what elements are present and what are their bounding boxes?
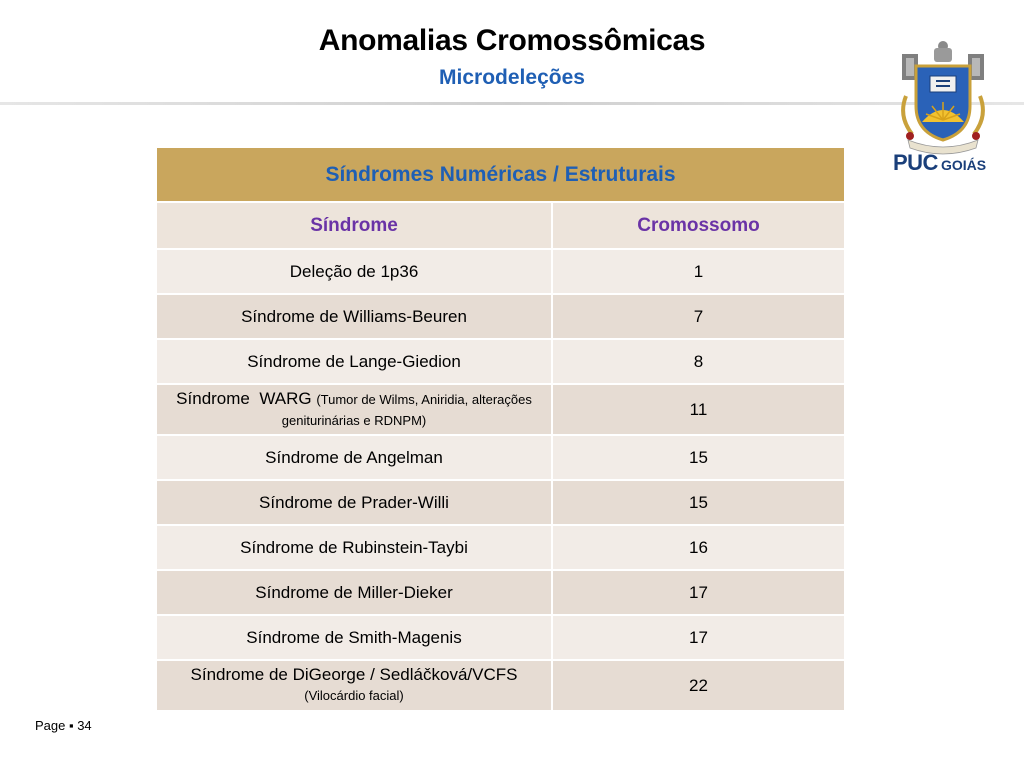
chromosome-cell: 22 [552, 660, 845, 711]
syndrome-note: (Vilocárdio facial) [304, 688, 404, 703]
syndrome-cell: Síndrome de Lange-Giedion [156, 339, 552, 384]
slide-subtitle: Microdeleções [439, 66, 585, 89]
column-header-chromosome: Cromossomo [552, 202, 845, 249]
chromosome-cell: 11 [552, 384, 845, 435]
syndrome-cell: Deleção de 1p36 [156, 249, 552, 294]
table-row [156, 525, 845, 570]
chromosome-cell: 15 [552, 435, 845, 480]
table-title: Síndromes Numéricas / Estruturais [156, 147, 845, 202]
page-number: Page ▪ 34 [35, 718, 92, 733]
syndrome-cell [156, 660, 552, 711]
chromosome-cell: 1 [552, 249, 845, 294]
syndrome-cell: Síndrome de Miller-Dieker [156, 570, 552, 615]
logo-name-sub: GOIÁS [940, 157, 987, 173]
logo-wordmark [893, 150, 986, 176]
syndrome-cell: Síndrome de Williams-Beuren [156, 294, 552, 339]
table-row [156, 294, 845, 339]
syndrome-cell: Síndrome de Rubinstein-Taybi [156, 525, 552, 570]
table-row [156, 249, 845, 294]
column-header-syndrome: Síndrome [156, 202, 552, 249]
chromosome-cell: 17 [552, 570, 845, 615]
table-row [156, 660, 845, 711]
table-row [156, 615, 845, 660]
chromosome-cell: 15 [552, 480, 845, 525]
syndrome-cell: Síndrome de Smith-Magenis [156, 615, 552, 660]
chromosome-cell: 7 [552, 294, 845, 339]
microdeletion-table [155, 146, 846, 712]
table-row [156, 339, 845, 384]
table-row [156, 480, 845, 525]
chromosome-cell: 16 [552, 525, 845, 570]
slide-header [0, 0, 1024, 110]
slide-title: Anomalias Cromossômicas [318, 24, 706, 57]
table-row [156, 435, 845, 480]
syndrome-name: Síndrome WARG [176, 388, 312, 408]
syndrome-cell: Síndrome de Angelman [156, 435, 552, 480]
syndrome-note: (Tumor de Wilms, Aniridia, alterações geniturinárias e RDNPM) [281, 391, 532, 428]
chromosome-cell: 17 [552, 615, 845, 660]
table-row [156, 570, 845, 615]
syndrome-cell [156, 384, 552, 435]
header-divider [0, 102, 1024, 105]
chromosome-cell: 8 [552, 339, 845, 384]
table-row [156, 384, 845, 435]
syndrome-name: Síndrome de DiGeorge / Sedláčková/VCFS [190, 665, 518, 684]
syndrome-cell: Síndrome de Prader-Willi [156, 480, 552, 525]
logo-name-main: PUC [893, 150, 938, 175]
